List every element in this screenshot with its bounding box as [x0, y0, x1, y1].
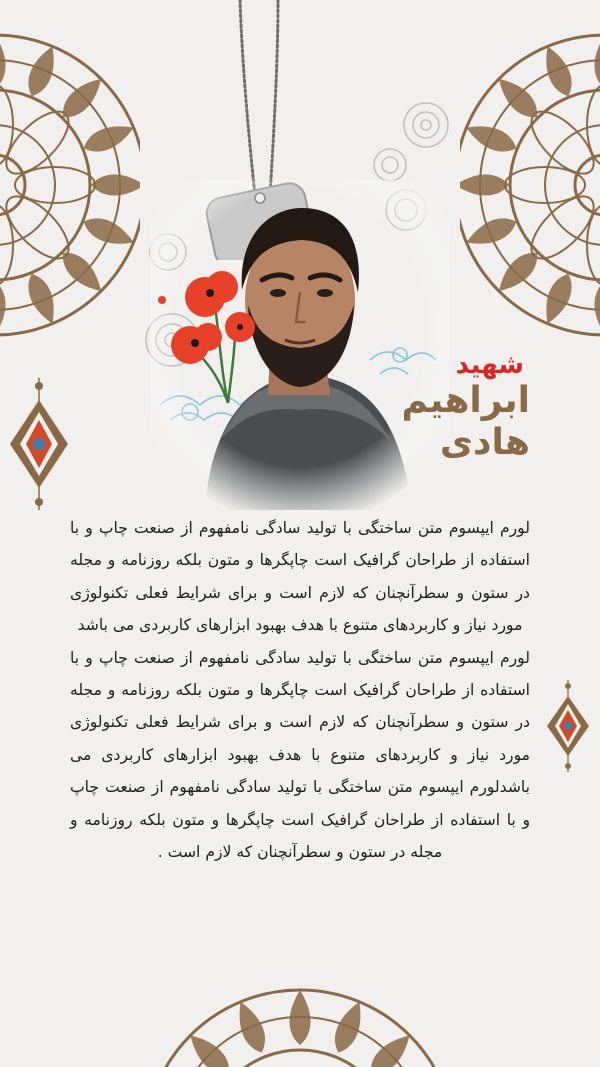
title-last-name: هادی	[440, 422, 530, 463]
title-prefix: شهید	[455, 350, 524, 380]
mandala-ornament-bottom-icon	[140, 985, 460, 1067]
diamond-ornament-right-icon	[545, 680, 591, 772]
paragraph-1: لورم ایپسوم متن ساختگی با تولید سادگی نامفهوم از صنعت چاپ و با استفاده از طراحان گرافیک است چاپگرها و متون بلکه روزنامه و مجله در ستون و سطرآنچنان که لازم است و برای شرایط فعلی تکنولوژی مورد نیاز و کاربردهای متنوع با هدف بهبود ابزارهای کاربردی می باشد	[70, 519, 530, 635]
title-block	[400, 350, 530, 464]
poppy-flower-icon	[150, 265, 260, 405]
title-first-name: ابراهیم	[401, 380, 530, 421]
paragraph-2: لورم ایپسوم متن ساختگی با تولید سادگی نامفهوم از صنعت چاپ و با استفاده از طراحان گرافیک است چاپگرها و متون بلکه روزنامه و مجله در ستون و سطرآنچنان که لازم است و برای شرایط فعلی تکنولوژی مورد نیاز و کاربردهای متنوع با هدف بهبود ابزارهای کاربردی می باشدلورم ایپسوم متن ساختگی با تولید سادگی نامفهوم از صنعت چاپ و با استفاده از طراحان گرافیک است چاپگرها و متون بلکه روزنامه و مجله در ستون و سطرآنچنان که لازم است .	[70, 648, 530, 862]
body-text	[70, 512, 530, 868]
mandala-ornament-right-icon	[460, 20, 600, 350]
diamond-ornament-left-icon	[8, 378, 70, 510]
